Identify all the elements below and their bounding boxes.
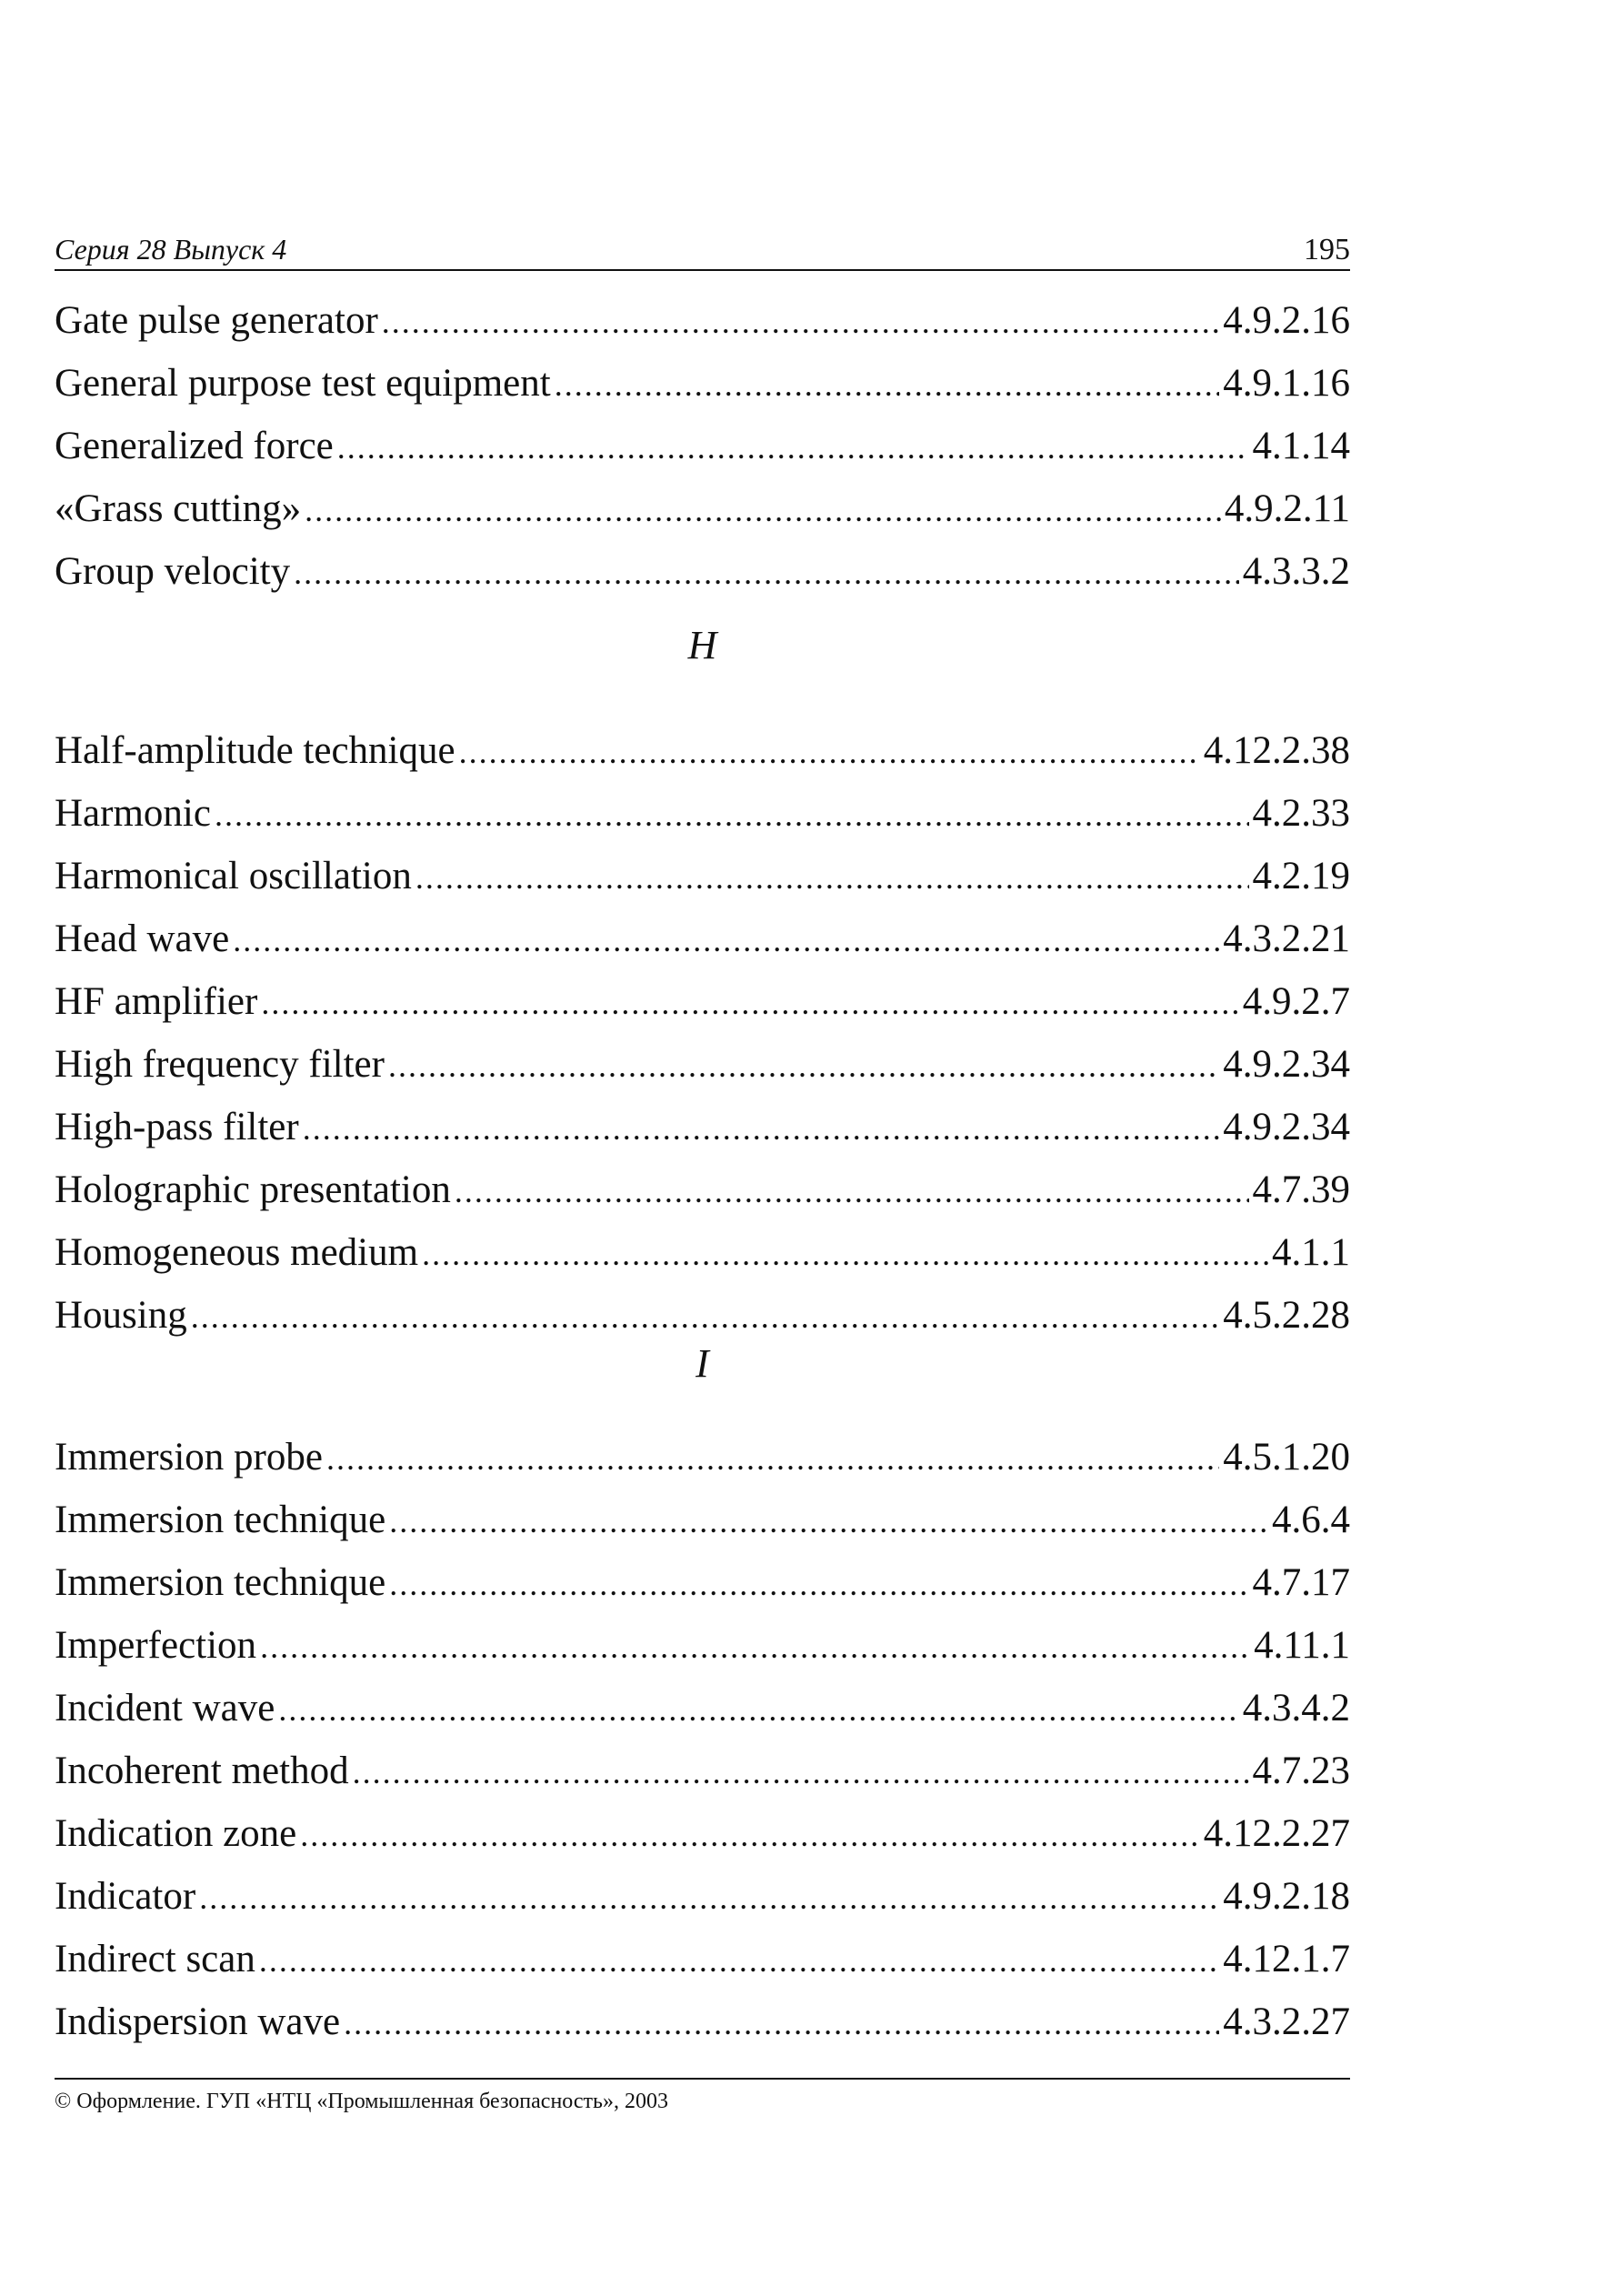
dot-leader: [382, 291, 1219, 354]
entry-term: General purpose test equipment: [55, 362, 551, 405]
index-entry: [55, 1990, 1350, 2053]
entry-term: Half-amplitude technique: [55, 729, 455, 772]
index-entry: [55, 782, 1350, 845]
entry-term: Housing: [55, 1294, 187, 1337]
entry-reference: 4.9.2.16: [1223, 299, 1350, 342]
entry-reference: 4.9.2.18: [1223, 1875, 1350, 1918]
dot-leader: [337, 416, 1249, 479]
dot-leader: [415, 847, 1249, 909]
index-entry: [55, 1677, 1350, 1740]
entry-term: HF amplifier: [55, 980, 258, 1023]
entry-reference: 4.7.17: [1252, 1561, 1350, 1604]
entry-reference: 4.5.2.28: [1223, 1294, 1350, 1337]
dot-leader: [303, 1098, 1220, 1160]
entry-reference: 4.12.1.7: [1223, 1938, 1350, 1980]
index-entry: [55, 1284, 1350, 1347]
copyright-notice: © Оформление. ГУП «НТЦ «Промышленная безопасность», 2003: [55, 2090, 668, 2113]
entry-reference: 4.3.3.2: [1242, 550, 1350, 593]
index-entry: [55, 1221, 1350, 1284]
dot-leader: [191, 1286, 1220, 1349]
entry-reference: 4.7.39: [1252, 1168, 1350, 1211]
index-entry: [55, 907, 1350, 970]
entry-term: Indispersion wave: [55, 2000, 341, 2043]
entry-reference: 4.9.2.34: [1223, 1106, 1350, 1148]
entry-term: Holographic presentation: [55, 1168, 451, 1211]
entry-term: Incoherent method: [55, 1750, 349, 1792]
entry-term: Indirect scan: [55, 1938, 255, 1980]
dot-leader: [326, 1428, 1219, 1490]
entry-reference: 4.7.23: [1252, 1750, 1350, 1792]
entry-term: Generalized force: [55, 425, 334, 467]
entry-term: Homogeneous medium: [55, 1231, 419, 1274]
entry-reference: 4.9.2.7: [1242, 980, 1350, 1023]
entry-reference: 4.2.33: [1252, 792, 1350, 835]
entry-reference: 4.12.2.27: [1203, 1812, 1350, 1855]
dot-leader: [300, 1804, 1199, 1867]
running-head: [55, 227, 1350, 271]
entry-reference: 4.1.14: [1252, 425, 1350, 467]
index-entry: [55, 289, 1350, 352]
index-entry: [55, 1033, 1350, 1096]
index-entry: [55, 1740, 1350, 1802]
dot-leader: [233, 909, 1219, 972]
entry-term: High frequency filter: [55, 1043, 385, 1086]
dot-leader: [422, 1223, 1268, 1286]
entry-reference: 4.9.2.11: [1224, 487, 1350, 530]
dot-leader: [259, 1930, 1219, 1992]
dot-leader: [278, 1679, 1238, 1741]
entry-term: Harmonic: [55, 792, 211, 835]
index-entry: [55, 1551, 1350, 1614]
index-entry: [55, 540, 1350, 603]
index-entry: [55, 1802, 1350, 1865]
entry-reference: 4.1.1: [1272, 1231, 1350, 1274]
dot-leader: [459, 721, 1200, 784]
entry-reference: 4.12.2.38: [1203, 729, 1350, 772]
entry-term: Immersion probe: [55, 1436, 323, 1479]
entry-reference: 4.6.4: [1272, 1499, 1350, 1541]
index-entry: [55, 1489, 1350, 1551]
index-entry: [55, 477, 1350, 540]
index-entry: [55, 1096, 1350, 1158]
entry-term: Immersion technique: [55, 1499, 386, 1541]
dot-leader: [389, 1553, 1248, 1616]
entry-term: Indication zone: [55, 1812, 297, 1855]
dot-leader: [199, 1867, 1219, 1930]
entry-term: High-pass filter: [55, 1106, 299, 1148]
index-group-g: [55, 289, 1350, 603]
index-entry: [55, 1865, 1350, 1928]
entry-term: «Grass cutting»: [55, 487, 302, 530]
index-entry: [55, 415, 1350, 477]
index-entry: [55, 352, 1350, 415]
entry-reference: 4.2.19: [1252, 855, 1350, 897]
section-letter-i: I: [695, 1341, 709, 1386]
dot-leader: [305, 479, 1221, 542]
dot-leader: [455, 1160, 1249, 1223]
entry-reference: 4.3.2.27: [1223, 2000, 1350, 2043]
entry-term: Gate pulse generator: [55, 299, 378, 342]
entry-reference: 4.3.2.21: [1223, 917, 1350, 960]
index-entry: [55, 970, 1350, 1033]
entry-term: Head wave: [55, 917, 230, 960]
book-page: [55, 0, 1350, 2296]
index-entry: [55, 719, 1350, 782]
dot-leader: [215, 784, 1249, 847]
index-entry: [55, 1614, 1350, 1677]
index-group-i: [55, 1426, 1350, 2053]
entry-term: Immersion technique: [55, 1561, 386, 1604]
entry-term: Indicator: [55, 1875, 196, 1918]
entry-reference: 4.9.2.34: [1223, 1043, 1350, 1086]
dot-leader: [261, 972, 1238, 1035]
entry-reference: 4.9.1.16: [1223, 362, 1350, 405]
footer-rule: [55, 2078, 1350, 2080]
series-label: Серия 28 Выпуск 4: [55, 233, 287, 266]
dot-leader: [260, 1616, 1250, 1679]
index-entry: [55, 1928, 1350, 1990]
entry-reference: 4.5.1.20: [1223, 1436, 1350, 1479]
dot-leader: [389, 1490, 1268, 1553]
dot-leader: [294, 542, 1239, 605]
entry-term: Imperfection: [55, 1624, 257, 1667]
index-group-h: [55, 719, 1350, 1347]
entry-reference: 4.11.1: [1254, 1624, 1350, 1667]
page-number: 195: [1304, 233, 1350, 266]
index-entry: [55, 1158, 1350, 1221]
dot-leader: [388, 1035, 1219, 1098]
entry-term: Incident wave: [55, 1687, 275, 1730]
entry-reference: 4.3.4.2: [1242, 1687, 1350, 1730]
dot-leader: [344, 1992, 1219, 2055]
dot-leader: [353, 1741, 1249, 1804]
index-entry: [55, 1426, 1350, 1489]
section-letter-h: H: [687, 623, 717, 667]
entry-term: Group velocity: [55, 550, 291, 593]
entry-term: Harmonical oscillation: [55, 855, 412, 897]
dot-leader: [555, 354, 1220, 416]
index-entry: [55, 845, 1350, 907]
